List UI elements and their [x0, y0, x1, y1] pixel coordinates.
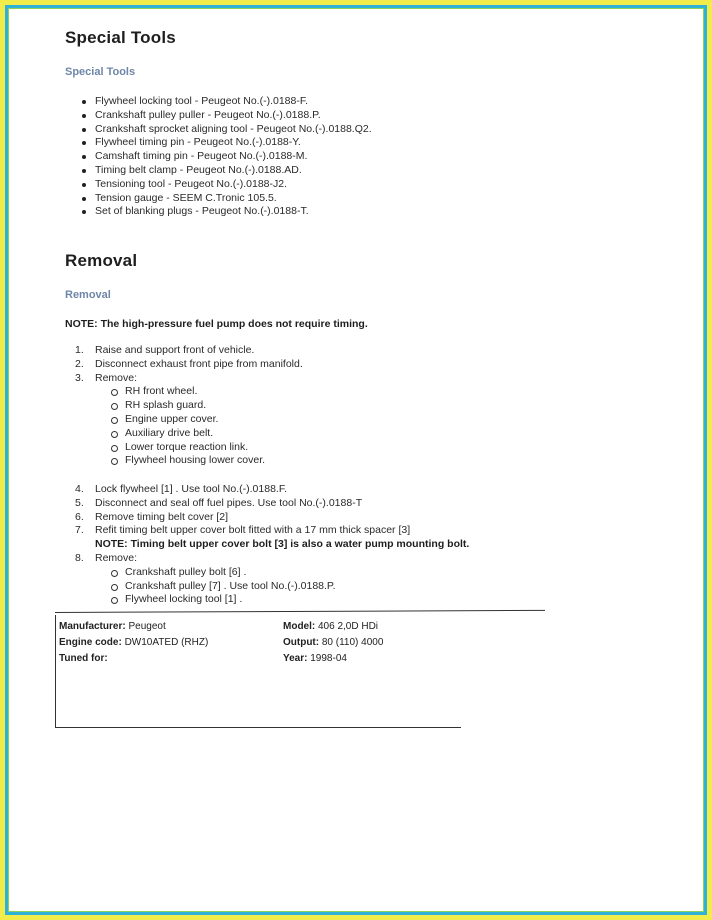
sub-list-item: Crankshaft pulley bolt [6] . — [95, 566, 469, 580]
step-text: Raise and support front of vehicle. — [95, 344, 255, 356]
list-item: Crankshaft sprocket aligning tool - Peugeot No.(-).0188.Q2. — [78, 123, 372, 137]
sub-list-item: RH splash guard. — [95, 399, 303, 413]
step-number: 3. — [75, 371, 84, 384]
manufacturer-row — [59, 621, 166, 632]
info-box-top-rule — [55, 610, 545, 613]
removal-steps-list — [65, 344, 303, 468]
step-text: Remove: — [95, 551, 138, 564]
list-item — [65, 497, 469, 511]
engine-code-value: DW10ATED (RHZ) — [124, 637, 209, 648]
removal-subheading: Removal — [65, 289, 111, 301]
list-item — [65, 372, 303, 469]
step-text: Disconnect and seal off fuel pipes. Use tool No.(-).0188-T — [95, 496, 363, 509]
step-number: 6. — [75, 510, 84, 523]
model-label: Model: — [283, 621, 316, 632]
list-item — [65, 344, 303, 358]
year-value: 1998-04 — [310, 653, 347, 664]
sub-list-item: Flywheel housing lower cover. — [95, 454, 303, 468]
step-number: 7. — [75, 524, 84, 537]
list-item: Camshaft timing pin - Peugeot No.(-).0188-M. — [78, 150, 372, 164]
list-item — [65, 524, 469, 552]
sub-list-item: Lower torque reaction link. — [95, 441, 303, 455]
tuned-for-label: Tuned for: — [59, 653, 108, 664]
step-number: 4. — [75, 483, 84, 495]
list-item: Set of blanking plugs - Peugeot No.(-).0188-T. — [78, 205, 372, 219]
step-number: 5. — [75, 496, 84, 509]
manufacturer-label: Manufacturer: — [59, 621, 126, 632]
step8-sublist — [95, 566, 469, 607]
engine-code-row — [59, 637, 208, 648]
step7-note: NOTE: Timing belt upper cover bolt [3] is also a water pump mounting bolt. — [95, 538, 470, 551]
list-item: Tension gauge - SEEM C.Tronic 105.5. — [78, 192, 372, 206]
manufacturer-value: Peugeot — [128, 621, 166, 632]
special-tools-list — [78, 95, 372, 219]
list-item — [65, 358, 303, 372]
sub-list-item: Flywheel locking tool [1] . — [95, 593, 469, 607]
output-label: Output: — [283, 637, 320, 648]
sub-list-item: RH front wheel. — [95, 385, 303, 399]
year-row — [283, 653, 347, 664]
list-item — [65, 552, 469, 607]
list-item — [65, 483, 469, 497]
removal-note: NOTE: The high-pressure fuel pump does not require timing. — [65, 318, 368, 330]
step-text: Lock flywheel [1] . Use tool No.(-).0188.F. — [95, 483, 287, 495]
removal-steps-list-continued — [65, 483, 469, 607]
output-value: 80 (110) 4000 — [321, 637, 384, 648]
step-number: 2. — [75, 357, 84, 370]
list-item: Flywheel timing pin - Peugeot No.(-).0188-Y. — [78, 136, 372, 150]
model-row — [283, 621, 378, 632]
step-text: Remove: — [95, 371, 138, 384]
special-tools-subheading: Special Tools — [65, 66, 136, 78]
list-item: Crankshaft pulley puller - Peugeot No.(-).0188.P. — [78, 109, 372, 123]
step-text: Disconnect exhaust front pipe from manifold. — [95, 357, 303, 370]
step-text: Refit timing belt upper cover bolt fitted with a 17 mm thick spacer [3] — [95, 524, 411, 537]
tuned-for-row — [59, 653, 108, 664]
sub-list-item: Engine upper cover. — [95, 413, 303, 427]
step-number: 1. — [75, 344, 84, 356]
list-item — [65, 511, 469, 525]
year-label: Year: — [283, 653, 308, 664]
model-value: 406 2,0D HDi — [318, 621, 379, 632]
step3-sublist — [95, 385, 303, 468]
sub-list-item: Crankshaft pulley [7] . Use tool No.(-).0188.P. — [95, 580, 469, 594]
engine-code-label: Engine code: — [59, 637, 122, 648]
list-item: Flywheel locking tool - Peugeot No.(-).0188-F. — [78, 95, 372, 109]
step-text: Remove timing belt cover [2] — [95, 510, 229, 523]
output-row — [283, 637, 383, 648]
special-tools-heading: Special Tools — [65, 28, 176, 47]
list-item: Timing belt clamp - Peugeot No.(-).0188.AD. — [78, 164, 372, 178]
list-item: Tensioning tool - Peugeot No.(-).0188-J2. — [78, 178, 372, 192]
sub-list-item: Auxiliary drive belt. — [95, 427, 303, 441]
removal-heading: Removal — [65, 251, 138, 270]
step-number: 8. — [75, 551, 84, 564]
